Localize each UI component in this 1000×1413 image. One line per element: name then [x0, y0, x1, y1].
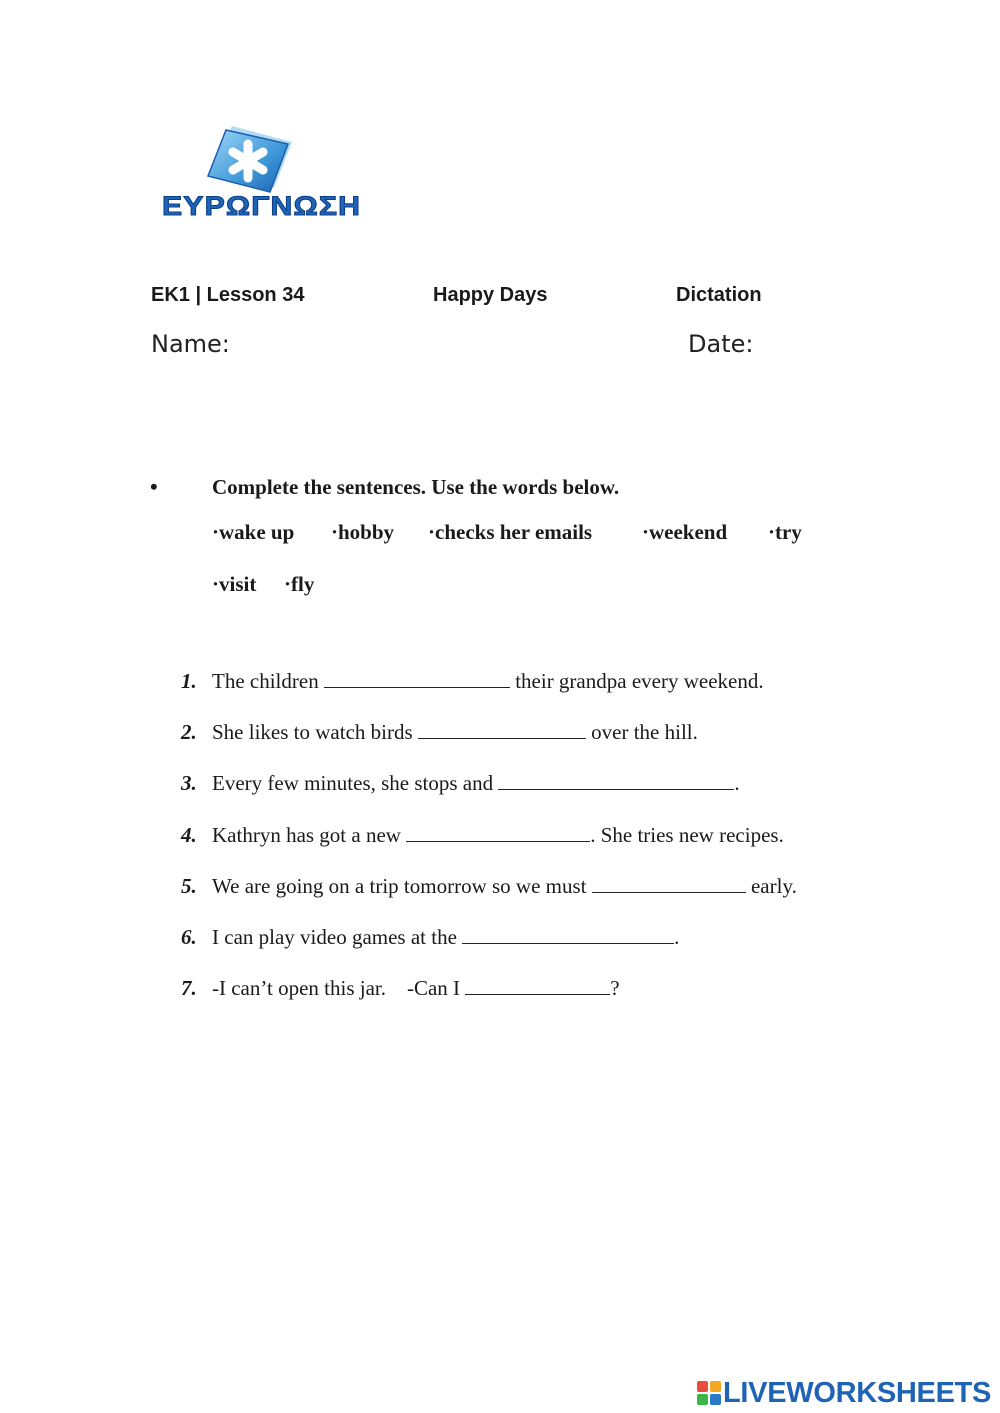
logo-wordmark: ΕΥΡΩΓΝΩΣΗ [162, 191, 362, 221]
sentence-number: 7. [181, 976, 197, 1000]
sentence-3 [212, 771, 740, 796]
sentence-text-before: Every few minutes, she stops and [212, 771, 499, 795]
publisher-logo [162, 122, 390, 222]
sentence-text-after: . She tries new recipes. [590, 823, 784, 847]
liveworksheets-wordmark: LIVEWORKSHEETS [723, 1377, 992, 1409]
sentence-number: 6. [181, 925, 197, 949]
answer-blank-7[interactable] [465, 977, 610, 995]
sentence-number: 3. [181, 771, 197, 795]
answer-blank-3[interactable] [498, 772, 734, 790]
sentence-text-before: Kathryn has got a new [212, 823, 407, 847]
sentence-text-after: over the hill. [585, 720, 698, 744]
answer-blank-1[interactable] [324, 670, 510, 688]
sentence-text-before: We are going on a trip tomorrow so we must [212, 874, 592, 898]
worksheet-title: Happy Days [433, 284, 548, 306]
sentence-6 [212, 925, 679, 950]
sentence-text-before: I can play video games at the [212, 925, 463, 949]
answer-blank-6[interactable] [462, 926, 674, 944]
sentence-5 [212, 874, 797, 899]
bullet-icon: • [150, 474, 158, 499]
word-bank-item: ·weekend [642, 520, 728, 544]
liveworksheets-icon [697, 1381, 721, 1405]
sentence-number: 2. [181, 720, 197, 744]
sentence-text-before: -I can’t open this jar. -Can I [212, 976, 466, 1000]
sentence-text-after: . [674, 925, 680, 949]
sentence-number: 1. [181, 669, 197, 693]
answer-blank-5[interactable] [592, 875, 746, 893]
word-bank-item: ·visit [212, 572, 257, 596]
word-bank-item: ·checks her emails [428, 520, 593, 544]
date-label: Date: [688, 330, 754, 358]
word-bank-item: ·try [768, 520, 802, 544]
instruction-text: Complete the sentences. Use the words below. [212, 475, 620, 499]
sentence-1 [212, 669, 764, 694]
sentence-7 [212, 976, 620, 1001]
sentence-2 [212, 720, 698, 745]
lesson-label: EK1 | Lesson 34 [151, 284, 305, 306]
sentence-text-after: . [734, 771, 740, 795]
word-bank-item: ·fly [284, 572, 315, 596]
word-bank-item: ·wake up [212, 520, 295, 544]
answer-blank-2[interactable] [418, 721, 586, 739]
worksheet-type: Dictation [676, 284, 762, 306]
sentence-text-before: The children [212, 669, 324, 693]
name-label: Name: [151, 330, 230, 358]
word-bank-item: ·hobby [331, 520, 395, 544]
sentence-4 [212, 823, 784, 848]
sentence-text-before: She likes to watch birds [212, 720, 418, 744]
sentence-text-after: early. [745, 874, 797, 898]
logo-emblem-icon [162, 122, 390, 200]
sentence-number: 5. [181, 874, 197, 898]
sentence-text-after: their grandpa every weekend. [509, 669, 764, 693]
sentence-number: 4. [181, 823, 197, 847]
answer-blank-4[interactable] [406, 824, 590, 842]
sentence-text-after: ? [610, 976, 620, 1000]
